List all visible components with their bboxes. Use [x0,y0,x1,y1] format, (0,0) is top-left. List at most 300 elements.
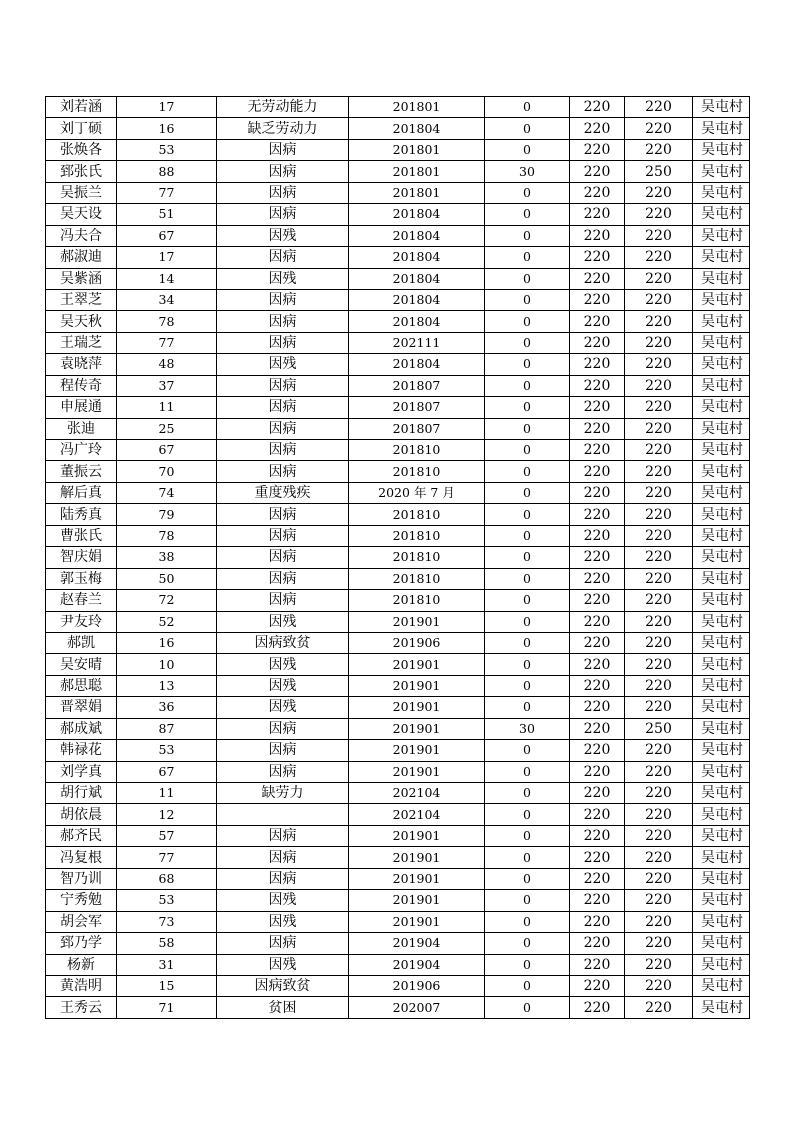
reason-cell: 因病 [217,547,349,568]
age-cell: 57 [117,825,217,846]
table-row [46,289,750,310]
table-row [46,547,750,568]
reason-cell: 因病 [217,825,349,846]
name-cell: 吴天秋 [46,311,117,332]
date-cell: 201810 [349,590,485,611]
table-row [46,654,750,675]
base-amount-cell: 220 [570,675,625,696]
reason-cell: 缺劳力 [217,783,349,804]
table-row [46,975,750,996]
base-amount-cell: 220 [570,911,625,932]
date-cell: 201904 [349,933,485,954]
base-amount-cell: 220 [570,354,625,375]
table-row [46,97,750,118]
base-amount-cell: 220 [570,397,625,418]
date-cell: 201904 [349,954,485,975]
table-row [46,718,750,739]
total-amount-cell: 220 [625,868,693,889]
village-cell: 吴屯村 [693,525,750,546]
age-cell: 25 [117,418,217,439]
date-cell: 201901 [349,740,485,761]
base-amount-cell: 220 [570,590,625,611]
name-cell: 胡会军 [46,911,117,932]
table-row [46,933,750,954]
name-cell: 吴振兰 [46,182,117,203]
age-cell: 87 [117,718,217,739]
age-cell: 16 [117,632,217,653]
extra-amount-cell: 0 [485,118,570,139]
date-cell: 201801 [349,182,485,203]
age-cell: 79 [117,504,217,525]
name-cell: 吴安晴 [46,654,117,675]
reason-cell: 因病 [217,440,349,461]
table-row [46,354,750,375]
age-cell: 11 [117,397,217,418]
name-cell: 郝凯 [46,632,117,653]
name-cell: 郝淑迪 [46,247,117,268]
name-cell: 王翠芝 [46,289,117,310]
base-amount-cell: 220 [570,440,625,461]
name-cell: 陆秀真 [46,504,117,525]
village-cell: 吴屯村 [693,997,750,1018]
age-cell: 58 [117,933,217,954]
base-amount-cell: 220 [570,311,625,332]
date-cell: 201901 [349,697,485,718]
extra-amount-cell: 0 [485,375,570,396]
total-amount-cell: 220 [625,590,693,611]
village-cell: 吴屯村 [693,761,750,782]
total-amount-cell: 220 [625,204,693,225]
age-cell: 15 [117,975,217,996]
date-cell: 201810 [349,547,485,568]
total-amount-cell: 250 [625,161,693,182]
extra-amount-cell: 0 [485,247,570,268]
extra-amount-cell: 0 [485,504,570,525]
village-cell: 吴屯村 [693,504,750,525]
table-row [46,375,750,396]
reason-cell: 贫困 [217,997,349,1018]
name-cell: 胡行斌 [46,783,117,804]
age-cell: 13 [117,675,217,696]
table-row [46,504,750,525]
table-row [46,118,750,139]
total-amount-cell: 220 [625,825,693,846]
village-cell: 吴屯村 [693,161,750,182]
reason-cell: 重度残疾 [217,482,349,503]
base-amount-cell: 220 [570,247,625,268]
total-amount-cell: 220 [625,182,693,203]
extra-amount-cell: 0 [485,268,570,289]
base-amount-cell: 220 [570,997,625,1018]
extra-amount-cell: 0 [485,890,570,911]
village-cell: 吴屯村 [693,718,750,739]
reason-cell: 因病 [217,375,349,396]
name-cell: 冯复根 [46,847,117,868]
base-amount-cell: 220 [570,697,625,718]
table-row [46,890,750,911]
total-amount-cell: 220 [625,847,693,868]
name-cell: 宁秀勉 [46,890,117,911]
village-cell: 吴屯村 [693,247,750,268]
reason-cell: 因病 [217,933,349,954]
age-cell: 17 [117,247,217,268]
name-cell: 吴天设 [46,204,117,225]
village-cell: 吴屯村 [693,182,750,203]
table-row [46,397,750,418]
name-cell: 郝成斌 [46,718,117,739]
village-cell: 吴屯村 [693,868,750,889]
village-cell: 吴屯村 [693,933,750,954]
total-amount-cell: 220 [625,225,693,246]
base-amount-cell: 220 [570,740,625,761]
reason-cell: 因病 [217,289,349,310]
reason-cell: 因病 [217,418,349,439]
table-row [46,225,750,246]
table-row [46,761,750,782]
total-amount-cell: 220 [625,933,693,954]
name-cell: 尹友玲 [46,611,117,632]
total-amount-cell: 220 [625,975,693,996]
total-amount-cell: 220 [625,97,693,118]
table-row [46,611,750,632]
reason-cell: 因残 [217,890,349,911]
village-cell: 吴屯村 [693,975,750,996]
table-row [46,482,750,503]
date-cell: 202007 [349,997,485,1018]
age-cell: 77 [117,182,217,203]
extra-amount-cell: 0 [485,804,570,825]
base-amount-cell: 220 [570,847,625,868]
table-row [46,461,750,482]
village-cell: 吴屯村 [693,783,750,804]
total-amount-cell: 220 [625,890,693,911]
village-cell: 吴屯村 [693,632,750,653]
total-amount-cell: 220 [625,761,693,782]
extra-amount-cell: 0 [485,933,570,954]
age-cell: 12 [117,804,217,825]
name-cell: 晋翠娟 [46,697,117,718]
name-cell: 冯广玲 [46,440,117,461]
village-cell: 吴屯村 [693,397,750,418]
base-amount-cell: 220 [570,654,625,675]
age-cell: 72 [117,590,217,611]
date-cell: 201807 [349,418,485,439]
village-cell: 吴屯村 [693,375,750,396]
total-amount-cell: 220 [625,397,693,418]
reason-cell: 因残 [217,611,349,632]
name-cell: 杨新 [46,954,117,975]
date-cell: 201810 [349,504,485,525]
date-cell: 201901 [349,761,485,782]
total-amount-cell: 220 [625,954,693,975]
village-cell: 吴屯村 [693,847,750,868]
table-row [46,590,750,611]
reason-cell: 因病 [217,332,349,353]
age-cell: 67 [117,225,217,246]
name-cell: 郭玉梅 [46,568,117,589]
date-cell: 202104 [349,783,485,804]
extra-amount-cell: 0 [485,740,570,761]
total-amount-cell: 220 [625,675,693,696]
total-amount-cell: 220 [625,740,693,761]
name-cell: 智乃训 [46,868,117,889]
age-cell: 53 [117,740,217,761]
base-amount-cell: 220 [570,933,625,954]
date-cell: 201810 [349,461,485,482]
name-cell: 冯夫合 [46,225,117,246]
table-row [46,783,750,804]
extra-amount-cell: 0 [485,697,570,718]
table-row [46,204,750,225]
extra-amount-cell: 0 [485,954,570,975]
table-row [46,247,750,268]
base-amount-cell: 220 [570,611,625,632]
table-row [46,740,750,761]
date-cell: 201807 [349,397,485,418]
name-cell: 吴紫涵 [46,268,117,289]
base-amount-cell: 220 [570,375,625,396]
date-cell: 201810 [349,440,485,461]
reason-cell: 无劳动能力 [217,97,349,118]
total-amount-cell: 220 [625,611,693,632]
table-body [46,97,750,1019]
table-row [46,997,750,1018]
name-cell: 张焕各 [46,139,117,160]
table-row [46,804,750,825]
reason-cell: 因病 [217,161,349,182]
reason-cell: 因病 [217,139,349,160]
total-amount-cell: 220 [625,632,693,653]
extra-amount-cell: 0 [485,461,570,482]
extra-amount-cell: 0 [485,675,570,696]
beneficiary-table [45,96,750,1019]
base-amount-cell: 220 [570,504,625,525]
extra-amount-cell: 0 [485,139,570,160]
village-cell: 吴屯村 [693,139,750,160]
age-cell: 88 [117,161,217,182]
village-cell: 吴屯村 [693,268,750,289]
extra-amount-cell: 0 [485,568,570,589]
date-cell: 201901 [349,675,485,696]
date-cell: 201901 [349,911,485,932]
reason-cell: 因病 [217,568,349,589]
date-cell: 201804 [349,311,485,332]
age-cell: 71 [117,997,217,1018]
date-cell: 201804 [349,268,485,289]
age-cell: 67 [117,440,217,461]
extra-amount-cell: 0 [485,525,570,546]
table-row [46,311,750,332]
extra-amount-cell: 30 [485,161,570,182]
village-cell: 吴屯村 [693,675,750,696]
village-cell: 吴屯村 [693,118,750,139]
name-cell: 董振云 [46,461,117,482]
table-row [46,675,750,696]
reason-cell: 因病 [217,590,349,611]
village-cell: 吴屯村 [693,332,750,353]
table-row [46,268,750,289]
extra-amount-cell: 0 [485,975,570,996]
age-cell: 70 [117,461,217,482]
base-amount-cell: 220 [570,568,625,589]
village-cell: 吴屯村 [693,954,750,975]
reason-cell: 因病 [217,504,349,525]
base-amount-cell: 220 [570,204,625,225]
village-cell: 吴屯村 [693,890,750,911]
age-cell: 73 [117,911,217,932]
age-cell: 52 [117,611,217,632]
extra-amount-cell: 0 [485,590,570,611]
name-cell: 郅乃学 [46,933,117,954]
reason-cell: 因残 [217,354,349,375]
base-amount-cell: 220 [570,825,625,846]
total-amount-cell: 220 [625,311,693,332]
reason-cell: 因残 [217,654,349,675]
village-cell: 吴屯村 [693,590,750,611]
total-amount-cell: 220 [625,332,693,353]
village-cell: 吴屯村 [693,697,750,718]
village-cell: 吴屯村 [693,225,750,246]
reason-cell: 因病 [217,204,349,225]
reason-cell: 因残 [217,954,349,975]
name-cell: 刘学真 [46,761,117,782]
total-amount-cell: 220 [625,482,693,503]
total-amount-cell: 220 [625,461,693,482]
name-cell: 郝齐民 [46,825,117,846]
base-amount-cell: 220 [570,482,625,503]
age-cell: 78 [117,525,217,546]
extra-amount-cell: 0 [485,182,570,203]
extra-amount-cell: 30 [485,718,570,739]
total-amount-cell: 220 [625,139,693,160]
date-cell: 201804 [349,247,485,268]
date-cell: 201906 [349,632,485,653]
village-cell: 吴屯村 [693,289,750,310]
name-cell: 程传奇 [46,375,117,396]
village-cell: 吴屯村 [693,804,750,825]
date-cell: 201901 [349,654,485,675]
reason-cell: 因病 [217,740,349,761]
name-cell: 赵春兰 [46,590,117,611]
total-amount-cell: 220 [625,525,693,546]
extra-amount-cell: 0 [485,654,570,675]
date-cell: 201810 [349,525,485,546]
extra-amount-cell: 0 [485,611,570,632]
date-cell: 201901 [349,825,485,846]
base-amount-cell: 220 [570,868,625,889]
base-amount-cell: 220 [570,268,625,289]
reason-cell: 缺乏劳动力 [217,118,349,139]
village-cell: 吴屯村 [693,825,750,846]
base-amount-cell: 220 [570,718,625,739]
age-cell: 78 [117,311,217,332]
name-cell: 刘若涵 [46,97,117,118]
reason-cell: 因病 [217,761,349,782]
table-row [46,139,750,160]
date-cell: 201804 [349,204,485,225]
name-cell: 胡依晨 [46,804,117,825]
total-amount-cell: 220 [625,783,693,804]
base-amount-cell: 220 [570,139,625,160]
table-row [46,954,750,975]
age-cell: 51 [117,204,217,225]
total-amount-cell: 220 [625,440,693,461]
total-amount-cell: 220 [625,568,693,589]
village-cell: 吴屯村 [693,547,750,568]
age-cell: 77 [117,332,217,353]
total-amount-cell: 250 [625,718,693,739]
table-row [46,825,750,846]
reason-cell: 因病致贫 [217,632,349,653]
table-row [46,418,750,439]
name-cell: 刘丁硕 [46,118,117,139]
age-cell: 67 [117,761,217,782]
reason-cell: 因病 [217,847,349,868]
date-cell: 2020 年 7 月 [349,482,485,503]
village-cell: 吴屯村 [693,418,750,439]
age-cell: 36 [117,697,217,718]
date-cell: 201901 [349,868,485,889]
extra-amount-cell: 0 [485,997,570,1018]
age-cell: 14 [117,268,217,289]
name-cell: 王秀云 [46,997,117,1018]
village-cell: 吴屯村 [693,740,750,761]
total-amount-cell: 220 [625,247,693,268]
age-cell: 77 [117,847,217,868]
village-cell: 吴屯村 [693,654,750,675]
date-cell: 201901 [349,890,485,911]
age-cell: 34 [117,289,217,310]
extra-amount-cell: 0 [485,761,570,782]
extra-amount-cell: 0 [485,397,570,418]
name-cell: 申展通 [46,397,117,418]
date-cell: 202104 [349,804,485,825]
base-amount-cell: 220 [570,161,625,182]
table-row [46,847,750,868]
extra-amount-cell: 0 [485,440,570,461]
table-row [46,332,750,353]
age-cell: 50 [117,568,217,589]
base-amount-cell: 220 [570,97,625,118]
age-cell: 17 [117,97,217,118]
age-cell: 53 [117,890,217,911]
village-cell: 吴屯村 [693,568,750,589]
extra-amount-cell: 0 [485,332,570,353]
name-cell: 智庆娟 [46,547,117,568]
age-cell: 11 [117,783,217,804]
extra-amount-cell: 0 [485,354,570,375]
extra-amount-cell: 0 [485,311,570,332]
name-cell: 解后真 [46,482,117,503]
age-cell: 74 [117,482,217,503]
reason-cell: 因病 [217,525,349,546]
village-cell: 吴屯村 [693,461,750,482]
base-amount-cell: 220 [570,975,625,996]
reason-cell: 因残 [217,697,349,718]
reason-cell: 因病 [217,461,349,482]
table-row [46,182,750,203]
date-cell: 201804 [349,354,485,375]
total-amount-cell: 220 [625,118,693,139]
total-amount-cell: 220 [625,504,693,525]
total-amount-cell: 220 [625,911,693,932]
date-cell: 201810 [349,568,485,589]
reason-cell: 因残 [217,225,349,246]
base-amount-cell: 220 [570,225,625,246]
extra-amount-cell: 0 [485,825,570,846]
name-cell: 韩禄花 [46,740,117,761]
village-cell: 吴屯村 [693,440,750,461]
